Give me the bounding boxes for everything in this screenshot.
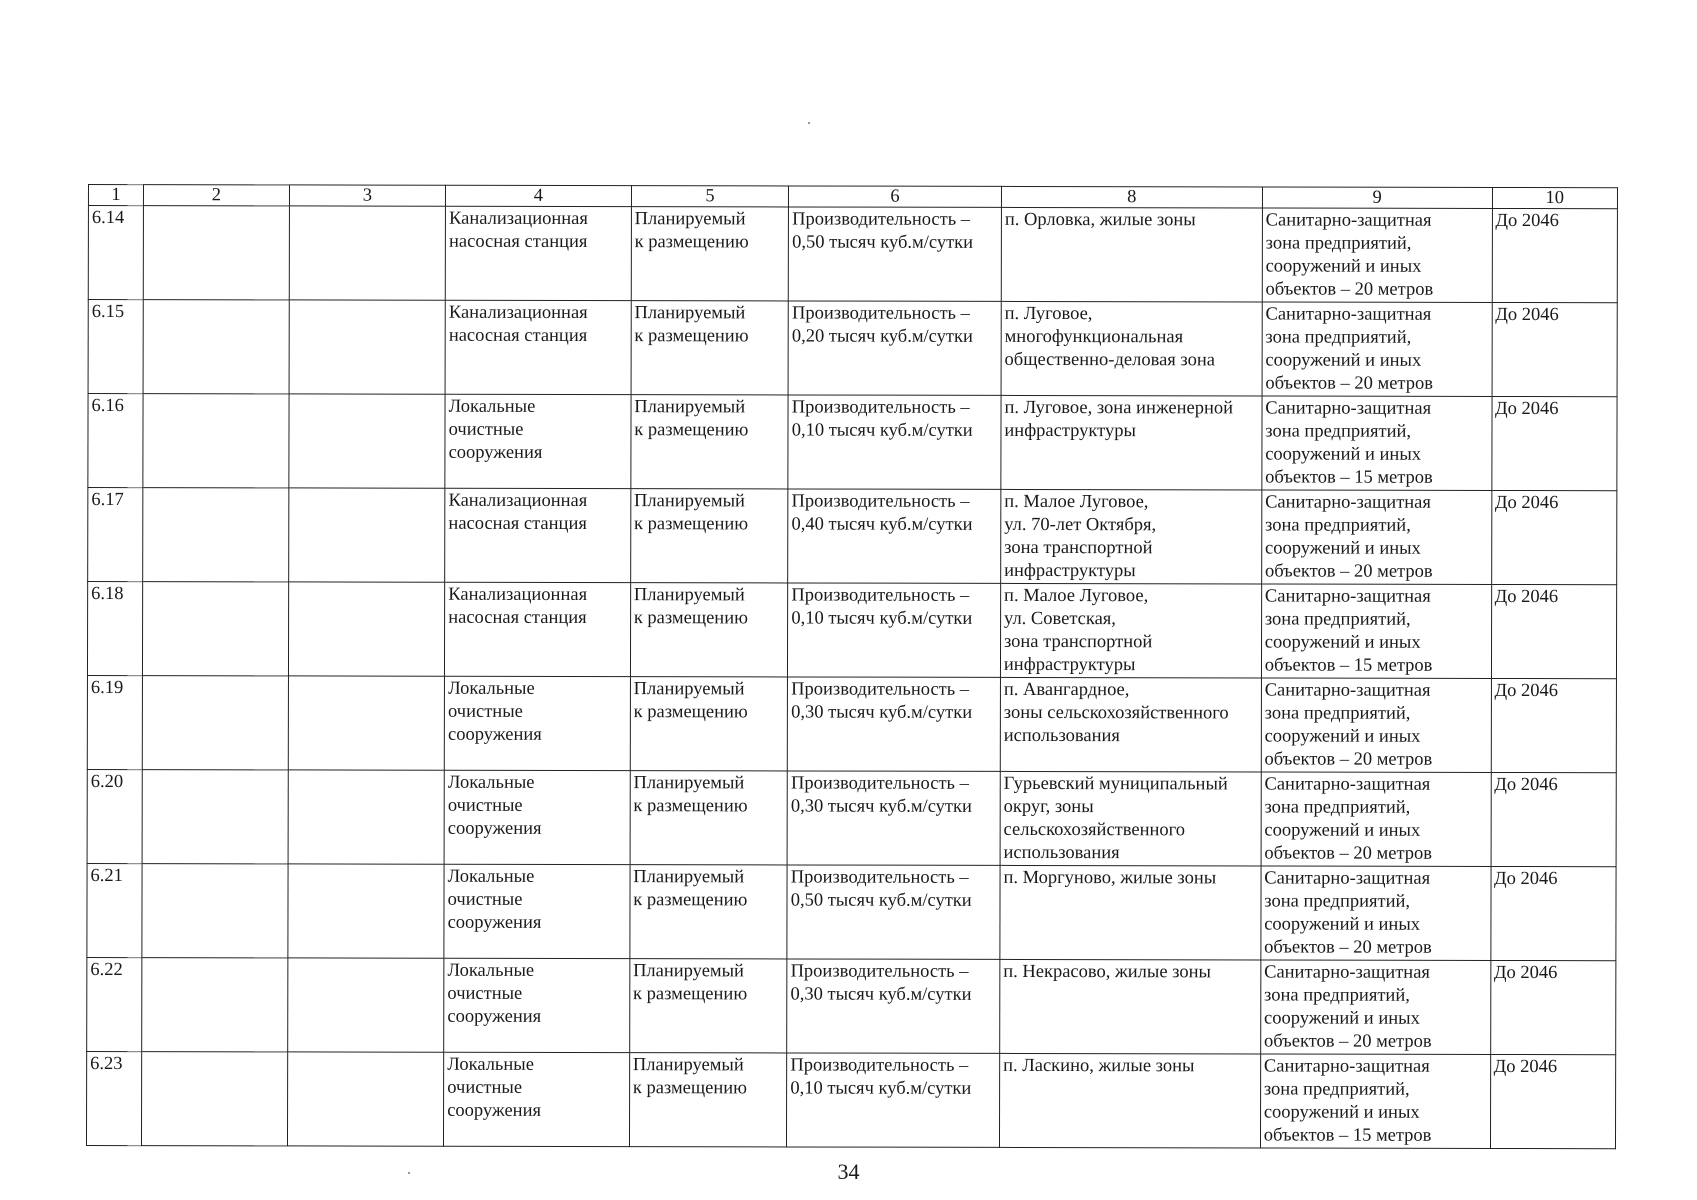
table-row xyxy=(87,582,1616,679)
facility-name-cell: Локальные очистные сооружения xyxy=(444,676,630,770)
protection-zone-cell: Санитарно-защитная зона предприятий, сооружений и иных объектов – 20 метров xyxy=(1261,772,1491,866)
column-3-cell xyxy=(288,864,445,958)
location-cell: Гурьевский муниципальный округ, зоны сельскохозяйственного использования xyxy=(1000,771,1261,866)
facility-name-cell: Канализационная насосная станция xyxy=(445,206,631,300)
header-cell: 4 xyxy=(446,185,632,206)
protection-zone-cell: Санитарно-защитная зона предприятий, сооружений и иных объектов – 20 метров xyxy=(1261,490,1491,584)
column-2-cell xyxy=(143,300,289,394)
column-3-cell xyxy=(289,206,446,300)
row-number-cell: 6.22 xyxy=(87,957,142,1051)
row-number-cell: 6.19 xyxy=(87,675,142,769)
capacity-cell: Производительность – 0,10 тысяч куб.м/сутки xyxy=(788,583,1001,677)
row-number-cell: 6.14 xyxy=(88,206,143,300)
scan-speck xyxy=(808,122,810,124)
protection-zone-cell: Санитарно-защитная зона предприятий, сооружений и иных объектов – 20 метров xyxy=(1260,960,1490,1054)
facility-name-cell: Локальные очистные сооружения xyxy=(444,1052,630,1146)
column-2-cell xyxy=(142,676,288,770)
facility-name-cell: Локальные очистные сооружения xyxy=(444,770,630,864)
location-cell: п. Некрасово, жилые зоны xyxy=(1000,959,1261,1054)
term-cell: До 2046 xyxy=(1491,396,1617,490)
term-cell: До 2046 xyxy=(1490,960,1616,1054)
column-2-cell xyxy=(142,958,288,1052)
table-row xyxy=(88,488,1617,585)
status-cell: Планируемый к размещению xyxy=(629,959,787,1053)
facility-name-cell: Локальные очистные сооружения xyxy=(444,864,630,958)
column-2-cell xyxy=(143,582,289,676)
status-cell: Планируемый к размещению xyxy=(630,583,788,677)
row-number-cell: 6.17 xyxy=(88,488,143,582)
column-3-cell xyxy=(288,676,445,770)
status-cell: Планируемый к размещению xyxy=(631,301,789,395)
row-number-cell: 6.21 xyxy=(87,863,142,957)
capacity-cell: Производительность – 0,50 тысяч куб.м/сутки xyxy=(787,865,1000,959)
table-row xyxy=(87,863,1616,960)
header-cell: 9 xyxy=(1262,187,1492,208)
facility-name-cell: Канализационная насосная станция xyxy=(445,488,631,582)
protection-zone-cell: Санитарно-защитная зона предприятий, сооружений и иных объектов – 20 метров xyxy=(1262,302,1492,396)
term-cell: До 2046 xyxy=(1492,208,1618,302)
capacity-cell: Производительность – 0,10 тысяч куб.м/сутки xyxy=(787,1053,1000,1147)
facility-name-cell: Локальные очистные сооружения xyxy=(444,958,630,1052)
capacity-cell: Производительность – 0,50 тысяч куб.м/сутки xyxy=(788,207,1001,301)
table-row xyxy=(87,957,1616,1054)
capacity-cell: Производительность – 0,30 тысяч куб.м/сутки xyxy=(788,677,1001,771)
capacity-cell: Производительность – 0,30 тысяч куб.м/сутки xyxy=(787,959,1000,1053)
row-number-cell: 6.23 xyxy=(86,1051,141,1145)
row-number-cell: 6.15 xyxy=(88,300,143,394)
column-2-cell xyxy=(142,1052,288,1146)
protection-zone-cell: Санитарно-защитная зона предприятий, сооружений и иных объектов – 15 метров xyxy=(1261,584,1491,678)
location-cell: п. Малое Луговое, ул. Советская, зона транспортной инфраструктуры xyxy=(1000,583,1261,678)
status-cell: Планируемый к размещению xyxy=(630,865,788,959)
column-2-cell xyxy=(142,864,288,958)
protection-zone-cell: Санитарно-защитная зона предприятий, сооружений и иных объектов – 15 метров xyxy=(1262,396,1492,490)
column-3-cell xyxy=(289,394,446,488)
location-cell: п. Орловка, жилые зоны xyxy=(1001,207,1262,302)
term-cell: До 2046 xyxy=(1492,302,1618,396)
table-row xyxy=(88,394,1617,491)
column-2-cell xyxy=(143,488,289,582)
status-cell: Планируемый к размещению xyxy=(630,677,788,771)
row-number-cell: 6.16 xyxy=(88,394,143,488)
protection-zone-cell: Санитарно-защитная зона предприятий, сооружений и иных объектов – 15 метров xyxy=(1260,1054,1490,1148)
header-cell: 1 xyxy=(88,185,143,206)
location-cell: п. Авангардное, зоны сельскохозяйственного использования xyxy=(1000,677,1261,772)
location-cell: п. Ласкино, жилые зоны xyxy=(999,1053,1260,1148)
table-row xyxy=(88,206,1617,303)
facilities-table xyxy=(86,184,1618,1149)
location-cell: п. Луговое, многофункциональная общественно-деловая зона xyxy=(1001,301,1262,396)
header-cell: 10 xyxy=(1492,187,1618,208)
header-cell: 6 xyxy=(789,186,1002,207)
capacity-cell: Производительность – 0,30 тысяч куб.м/сутки xyxy=(787,771,1000,865)
table-row xyxy=(87,769,1616,866)
status-cell: Планируемый к размещению xyxy=(631,207,789,301)
page-number: 34 xyxy=(837,1159,860,1184)
term-cell: До 2046 xyxy=(1491,772,1617,866)
location-cell: п. Луговое, зона инженерной инфраструктуры xyxy=(1001,395,1262,490)
header-cell: 2 xyxy=(144,185,290,206)
facility-name-cell: Локальные очистные сооружения xyxy=(445,394,631,488)
column-2-cell xyxy=(143,394,289,488)
capacity-cell: Производительность – 0,10 тысяч куб.м/сутки xyxy=(788,395,1001,489)
column-2-cell xyxy=(142,770,288,864)
capacity-cell: Производительность – 0,40 тысяч куб.м/сутки xyxy=(788,489,1001,583)
status-cell: Планируемый к размещению xyxy=(630,771,788,865)
term-cell: До 2046 xyxy=(1491,584,1617,678)
facility-name-cell: Канализационная насосная станция xyxy=(445,582,631,676)
term-cell: До 2046 xyxy=(1490,1054,1616,1148)
column-3-cell xyxy=(287,958,444,1052)
table-body xyxy=(86,206,1617,1149)
protection-zone-cell: Санитарно-защитная зона предприятий, сооружений и иных объектов – 20 метров xyxy=(1261,866,1491,960)
table-row xyxy=(87,675,1616,772)
column-2-cell xyxy=(143,206,289,300)
column-3-cell xyxy=(288,770,445,864)
header-cell: 8 xyxy=(1001,186,1262,208)
column-3-cell xyxy=(288,488,445,582)
protection-zone-cell: Санитарно-защитная зона предприятий, сооружений и иных объектов – 20 метров xyxy=(1262,208,1492,302)
row-number-cell: 6.20 xyxy=(87,769,142,863)
term-cell: До 2046 xyxy=(1491,490,1617,584)
capacity-cell: Производительность – 0,20 тысяч куб.м/сутки xyxy=(788,301,1001,395)
status-cell: Планируемый к размещению xyxy=(631,395,789,489)
protection-zone-cell: Санитарно-защитная зона предприятий, сооружений и иных объектов – 20 метров xyxy=(1261,678,1491,772)
table-row xyxy=(86,1051,1615,1148)
column-3-cell xyxy=(288,582,445,676)
location-cell: п. Моргуново, жилые зоны xyxy=(1000,865,1261,960)
header-cell: 3 xyxy=(289,185,446,206)
row-number-cell: 6.18 xyxy=(87,582,142,676)
status-cell: Планируемый к размещению xyxy=(629,1053,787,1147)
location-cell: п. Малое Луговое, ул. 70-лет Октября, зона транспортной инфраструктуры xyxy=(1001,489,1262,584)
term-cell: До 2046 xyxy=(1490,866,1616,960)
column-3-cell xyxy=(289,300,446,394)
column-3-cell xyxy=(287,1052,444,1146)
table-row xyxy=(88,300,1617,397)
header-cell: 5 xyxy=(631,186,789,207)
status-cell: Планируемый к размещению xyxy=(630,489,788,583)
facility-name-cell: Канализационная насосная станция xyxy=(445,300,631,394)
term-cell: До 2046 xyxy=(1491,678,1617,772)
